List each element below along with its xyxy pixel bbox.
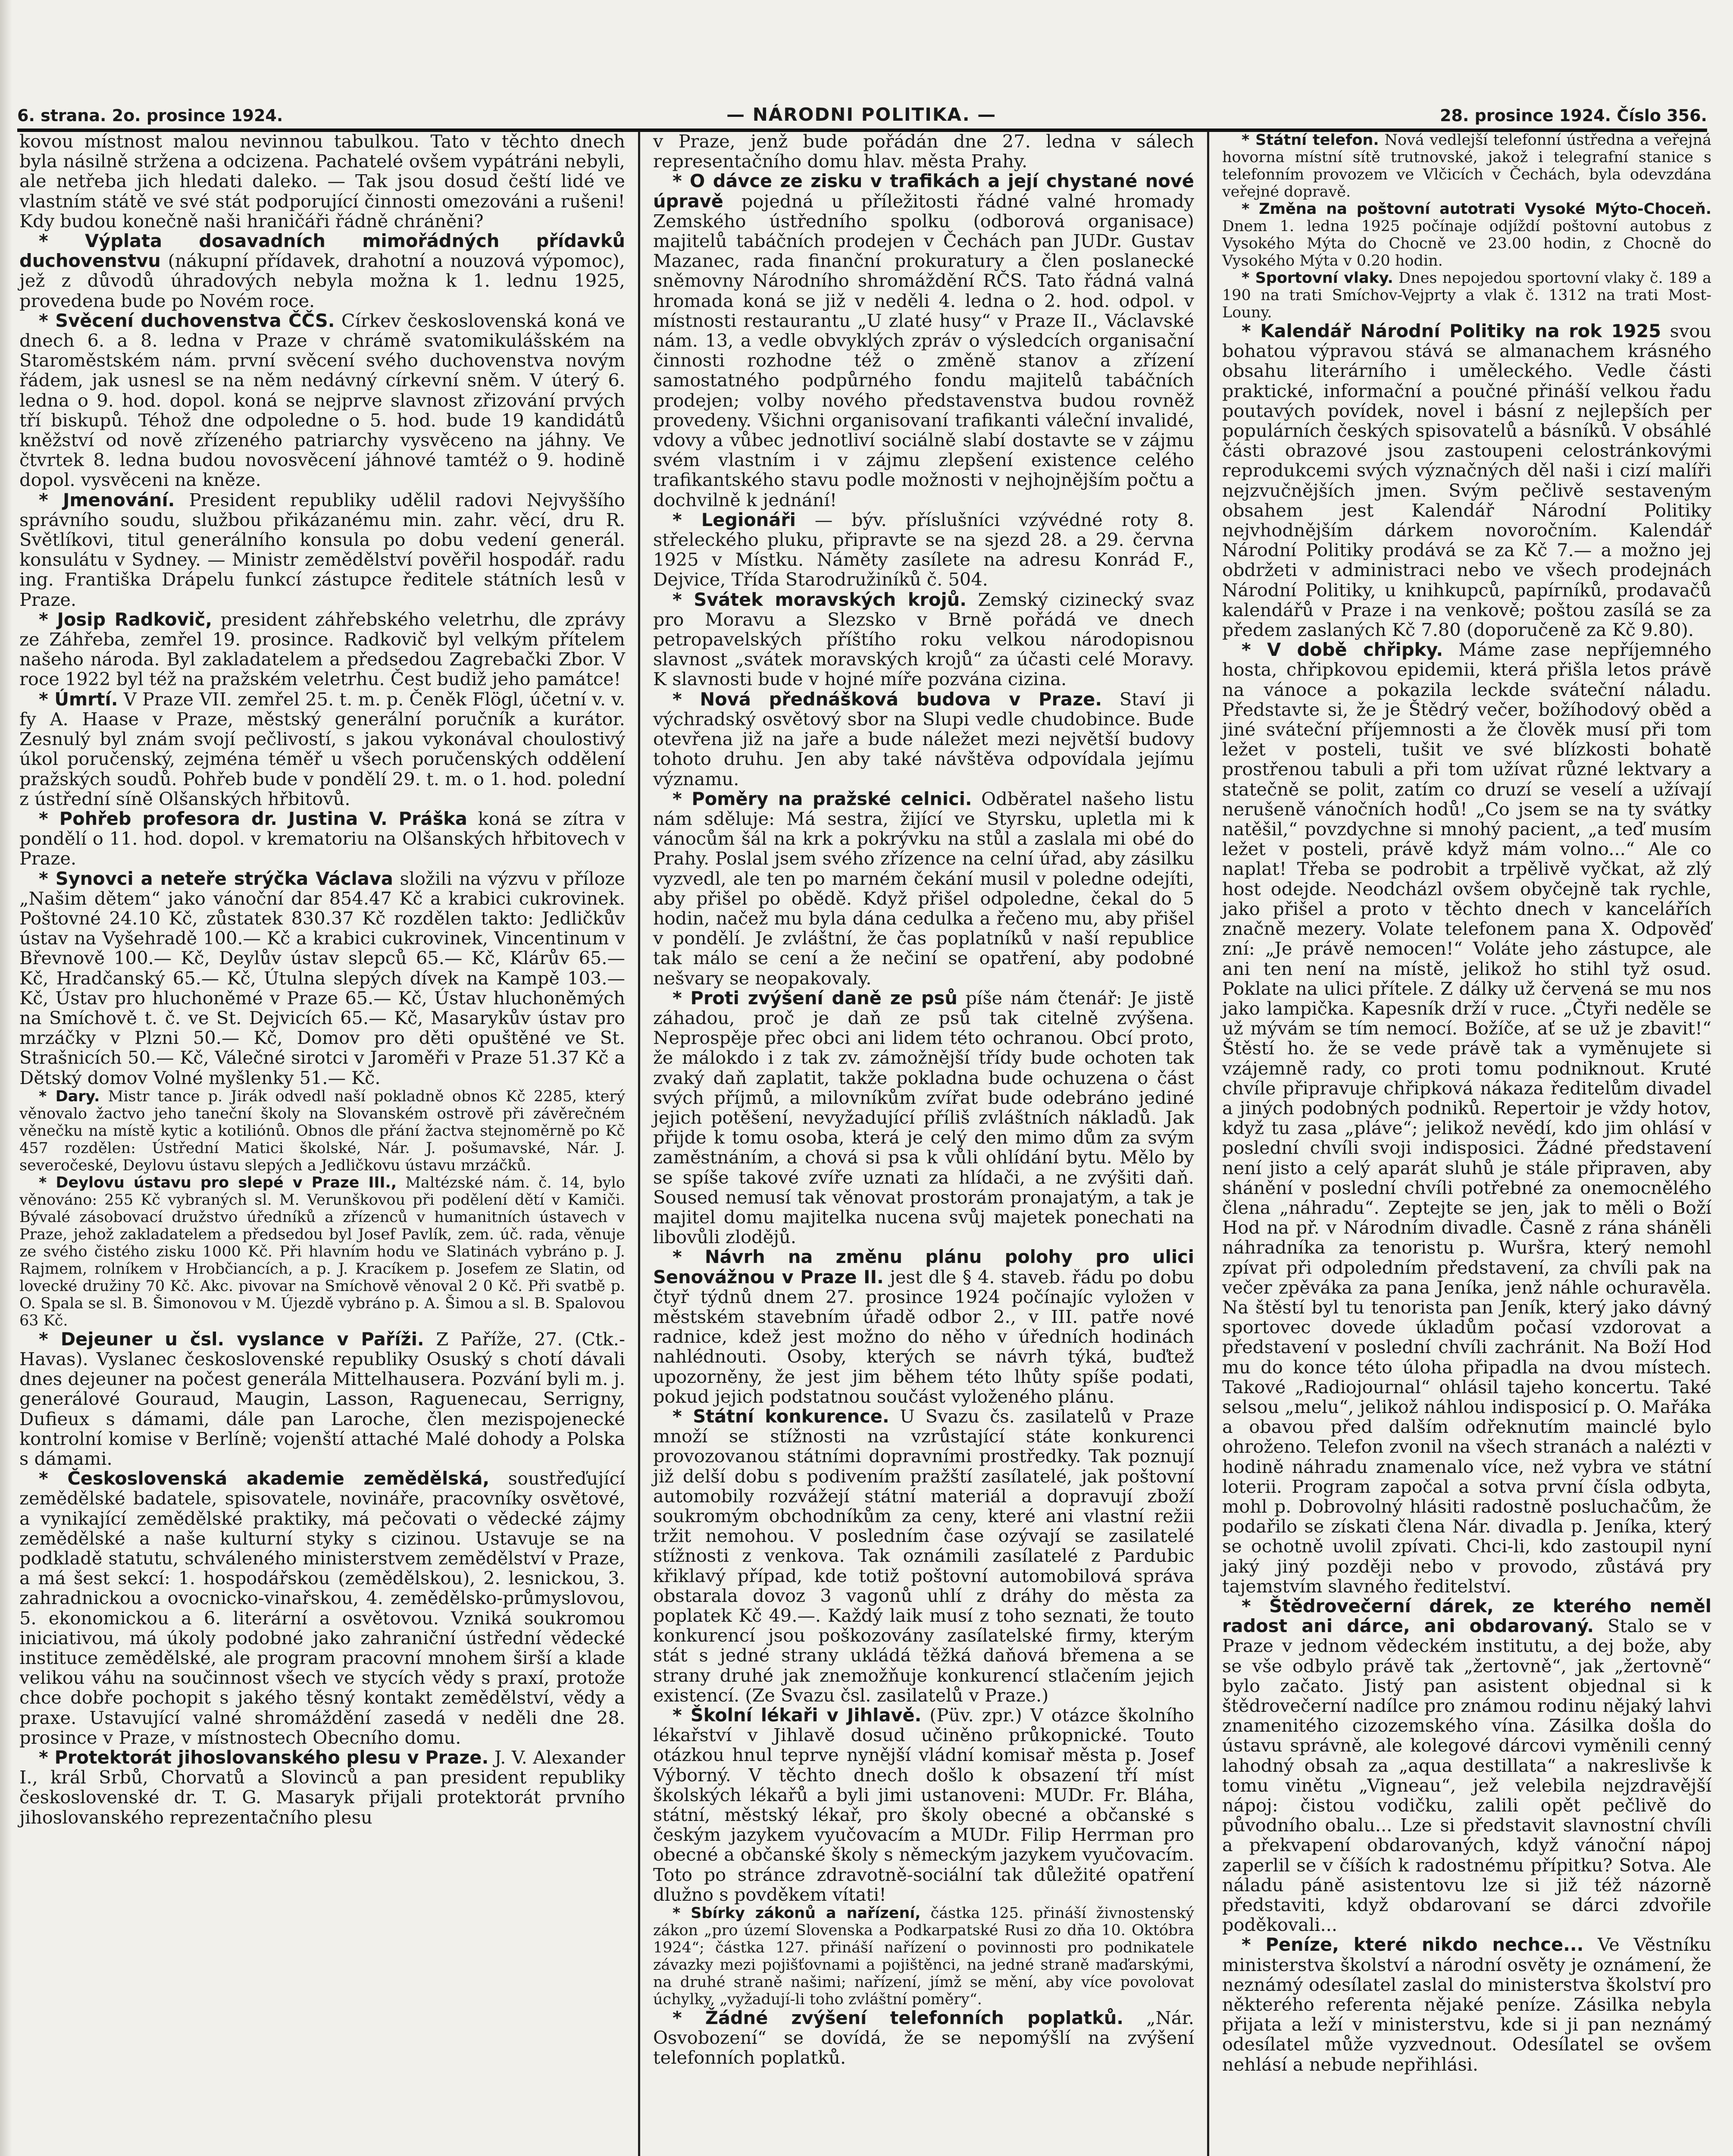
- article-heading: * V době chřipky.: [1242, 639, 1443, 661]
- article-text: Zemský cizinecký svaz pro Moravu a Slezsko v Brně pořádá ve dnech petropavelských příštího roku velkou národopisnou slavnost „svátek moravských krojů“ za účasti celé Moravy. K slavnosti bude v hojné míře pozvána cizina.: [653, 589, 1194, 690]
- article-paragraph: [19, 490, 625, 610]
- article-paragraph: [653, 789, 1194, 988]
- article-heading: * Štědrovečerní dárek, ze kterého neměl radost ani dárce, ani obdarovaný.: [1222, 1595, 1711, 1637]
- article-text: Mistr tance p. Jirák odvedl naší pokladně obnos Kč 2285, který věnovalo žactvo jeho taneční školy na Slovanském ostrově při závěrečném věnečku na místě kytic a kotiliónů. Obnos dle přání žactva stejnoměrně po Kč 457 rozdělen: Ústřední Matici školské, Nár. J. pošumavské, Nár. J. severočeské, Deylovu ústavu slepých a Jedličkovu ústavu mrzáčků.: [19, 1087, 625, 1174]
- article-heading: * Synovci a neteře strýčka Václava: [39, 868, 393, 889]
- article-paragraph: [1222, 132, 1711, 201]
- article-paragraph: [653, 1705, 1194, 1905]
- article-heading: * Legionáři: [673, 509, 796, 530]
- article-paragraph: [19, 1329, 625, 1469]
- article-heading: * Peníze, které nikdo nechce...: [1242, 1934, 1584, 1955]
- article-heading: * Výplata dosavadních mimořádných přídavků duchovenstvu: [19, 230, 625, 272]
- article-paragraph: [653, 1905, 1194, 2008]
- header-date-left: 6. strana. 2o. prosince 1924.: [17, 106, 283, 125]
- article-heading: * Úmrtí.: [39, 688, 118, 710]
- article-paragraph: [653, 689, 1194, 789]
- article-text: pojedná u příležitosti řádné valné hromady Zemského ústředního spolku (odborová organisace) majitelů tabáčních prodejen v Čechách pan JUDr. Gustav Mazanec, rada finanční prokuratury a člen poslanecké sněmovny Národního shromáždění RČS. Tato řádná valná hromada koná se již v neděli 4. ledna o 2. hod. odpol. v místnosti restaurantu „U zlaté husy“ v Praze II., Václavské nám. 13, a vedle obvyklých zpráv o výsledcích organisační činnosti rozhodne též o změně stanov a zřízení samostatného podpůrného fondu majitelů tabáčních prodejen; volby nového představenstva budou rovněž provedeny. Všichni organisovaní trafikanti váleční invalidé, vdovy a vůbec jednotliví sociálně slabí dostavte se v zájmu svém vlastním i v zájmu zlepšení existence celého trafikantského stavu podle možnosti v nejhojnějším počtu a dochvilně k jednání!: [653, 190, 1194, 511]
- article-text: Staví ji výchradský osvětový sbor na Slupi vedle chudobince. Bude otevřena již na jaře a bude náležet mezi největší budovy tohoto druhu. Jen aby také návštěva odpovídala jejímu významu.: [653, 688, 1194, 790]
- article-heading: * Jmenování.: [39, 489, 175, 511]
- article-heading: * Státní konkurence.: [673, 1406, 889, 1427]
- article-heading: * Státní telefon.: [1242, 132, 1379, 149]
- article-heading: * Pohřeb profesora dr. Justina V. Práška: [39, 808, 467, 829]
- article-text: v Praze, jenž bude pořádán dne 27. ledna v sálech representačního domu hlav. města Prahy.: [653, 132, 1194, 172]
- article-paragraph: [653, 510, 1194, 590]
- article-text: svou bohatou výpravou stává se almanachem krásného obsahu literárního i uměleckého. Vedle části praktické, informační a poučné přináší velkou řadu poutavých povídek, novel i básní z nejlepších per populárních českých spisovatelů a básníků. V obsáhlé části obrazové jsou zastoupeni celostránkovými reprodukcemi svých význačných děl naši i cizí malíři nejzvučnějších jmen. Svým pečlivě sestaveným obsahem jest Kalendář Národní Politiky nejvhodnějším dárkem novoročním. Kalendář Národní Politiky prodává se za Kč 7.— a možno jej obdržeti v administraci nebo ve všech prodejnách Národní Politiky, u knihkupců, papírníků, prodavačů kalendářů v Praze i na venkově; poštou zasílá se za předem zaslaných Kč 7.80 (doporučeně za Kč 9.80).: [1222, 320, 1711, 641]
- article-text: Máme zase nepříjemného hosta, chřipkovou epidemii, která přišla letos právě na vánoce a pokazila leckde sváteční náladu. Představte si, že je Štědrý večer, božíhodový oběd a jiné sváteční příjemnosti a že člověk musí při tom ležet v posteli, tušit ve své blízkosti bohatě prostřenou tabuli a při tom užívat různé lektvary a statečně se polit, zatím co druzí se veselí a užívají nerušeně vánočních hodů! „Co jsem se na ty svátky natěšil,“ povzdychne si mnohý pacient, „a teď musím ležet v posteli, právě když mám volno...“ Ale co naplat! Třeba se podrobit a trpělivě vyčkat, až zlý host odejde. Neodcházl ovšem obyčejně tak rychle, jako přišel a proto v těchto dnech v kancelářích značně mezery. Volate telefonem pana X. Odpověď zní: „Je právě nemocen!“ Voláte jeho zástupce, ale ani ten není na místě, jelikož ho stihl tyž osud. Poklate na ulici přítele. Z dálky už červená se mu nos jako lampička. Kapesník drží v ruce. „Čtyři neděle se už mývám se tím nemocí. Božíče, ať se už je zbavit!“ Štěstí ho. že se vede právě tak a vyměnujete si vzájemně rady, co proti tomu podniknout. Kruté chvíle připravuje chřipková nákaza ředitelům divadel a jiných podobných podniků. Repertoir je vždy hotov, když tu zasa „pláve“; jelikož nevědí, kdo jim ohlásí v poslední chvíli svoji indisposici. Žádné představení není jisto a celý aparát sluhů je stále připraven, aby shánění v poslední chvíli potřebné za onemocnělého člena „náhradu“. Zeptejte se jen, jak to měli o Boží Hod na př. v Národním divadle. Časně z rána sháněli náhradníka za tenoristu p. Wuršra, který nemohl zpívat při odpoledním představení, za chvíli pak na večer zpěváka za pana Jeníka, jenž náhle ochuravěla. Na štěstí byl tu tenorista pan Jeník, který jako dávný sportovec dovede úkladům počasí vzdorovat a představení v poslední chvíli zachránit. Na Boží Hod mu do konce této úloha připadla na dvou místech. Takové „Radiojournal“ ohlásil tajeho koncertu. Také selsou „melu“, jelikož náhlou indisposicí p. O. Mařáka a obavou před dalším odřeknutím mainclé bylo ohroženo. Telefon zvonil na všech stranách a nalézti v hodině náhradu znamenalo více, než vybra ve státní loterii. Program započal a sotva první čísla odbyta, mohl p. Dobrovolný hlásiti radostně posluchačům, že podařilo se získati člena Nár. divadla p. Jeníka, který se ochotně uvolil zpívati. Chci-li, kdo zastoupil nyní jaký jiný později nebo v provodo, zůstává pry tajemstvím slavného ředitelství.: [1222, 639, 1711, 1597]
- article-text: Odběratel našeho listu nám sděluje: Má sestra, žijící ve Styrsku, upletla mi k vánocům šál na krk a pokrývku na stůl a zaslala mi obé do Prahy. Poslal jsem svého zřízence na celní úřad, aby zásilku vyzvedl, ale ten po marném čekání musil v poledne odejíti, aby přišel po obědě. Když přišel odpoledne, čekal do 5 hodin, načež mu byla dána cedulka a řečeno mu, aby přišel v pondělí. Je zvláštní, že čas poplatníků v naší republice tak málo se cení a že nečiní se opatření, aby podobné nešvary se neopakovaly.: [653, 788, 1194, 989]
- article-text: U Svazu čs. zasilatelů v Praze množí se stížnosti na vzrůstající státe konkurenci provozovanou státními dopravními prostředky. Tak poznují již delší dobu s podivením pražští zasílatelé, jak poštovní automobily rozvážejí státní materiál a dopravují zboží soukromým obchodníkům za ceny, které ani vlastní režii tržit nemohou. V posledním čase ozývají se zasilatelé stížnosti z venkova. Tak oznámili zasílatelé z Pardubic křiklavý případ, kde totiž poštovní automobilová správa obstarala dovoz 3 vagonů uhlí z dráhy do města za poplatek Kč 49.—. Každý laik musí z toho seznati, že touto konkurencí jsou poškozovány zasílatelské firmy, kterým stát s jedné strany ukládá těžká daňová břemena a se strany druhé jak znemožňuje konkurencí stlačením jejich existencí. (Ze Svazu čsl. zasilatelů v Praze.): [653, 1406, 1194, 1706]
- article-heading: * Deylovu ústavu pro slepé v Praze III.,: [39, 1174, 397, 1191]
- article-heading: * Československá akademie zemědělská,: [39, 1468, 490, 1489]
- article-paragraph: [19, 1748, 625, 1827]
- article-text: President republiky udělil radovi Nejvyššího správního soudu, službou přikázanému min. zahr. věcí, dru R. Světlíkovi, titul generálního konsula po dobu vedení generál. konsulátu v Sydney. — Ministr zemědělství pověřil hospodář. radu ing. Františka Drápelu funkcí zástupce ředitele státních lesů v Praze.: [19, 489, 625, 610]
- article-text: Ve Věstníku ministerstva školství a národní osvěty je oznámení, že neznámý odesílatel zaslal do ministerstva školství pro některého referenta nějaké peníze. Zásilka nebyla přijata a leží v ministerstvu, kde si ji pan neznámý odesílatel může vyzvednout. Odesílatel se ovšem nehlásí a nebude nepřihlási.: [1222, 1934, 1711, 2075]
- article-heading: * O dávce ze zisku v trafikách a její chystané nové úpravě: [653, 170, 1194, 212]
- article-heading: * Josip Radkovič,: [39, 608, 213, 630]
- article-paragraph: [1222, 1935, 1711, 2074]
- article-paragraph: [1222, 201, 1711, 270]
- article-text: Církev československá koná ve dnech 6. a 8. ledna v Praze v chrámě svatomikulášském na Staroměstském nám. první svěcení svého duchovenstva novým řádem, jak usnesl se na něm nedávný církevní sněm. V úterý 6. ledna o 9. hod. dopol. koná se nejprve slavnost zřizování prvých tří biskupů. Téhož dne odpoledne o 5. hod. bude 19 kandidátů kněžství od nově zřízeného patriarchy vysvěceno na jáhny. Ve čtvrtek 8. ledna budou novosvěcení jáhnové tamtéž o 9. hodině dopol. vysvěceni na kněze.: [19, 310, 625, 491]
- column-left: [17, 132, 638, 2156]
- article-paragraph: [19, 809, 625, 869]
- article-heading: * Sbírky zákonů a nařízení,: [673, 1905, 921, 1922]
- column-right: [1207, 132, 1724, 2156]
- article-text: J. V. Alexander I., král Srbů, Chorvatů a Slovinců a pan president republiky československé dr. T. G. Masaryk přijali protektorát prvního jihoslovanského reprezentačního plesu: [19, 1747, 625, 1828]
- article-text: Dnes nepojedou sportovní vlaky č. 189 a 190 na trati Smíchov-Vejprty a vlak č. 1312 na trati Most-Louny.: [1222, 270, 1711, 321]
- article-paragraph: [1222, 640, 1711, 1596]
- article-heading: * Nová přednášková budova v Praze.: [673, 688, 1102, 710]
- article-text: Maltézské nám. č. 14, bylo věnováno: 255 Kč vybraných sl. M. Verunškovou při podělení dětí v Kamiči. Bývalé zásobovací družstvo úředníků a zřízenců v humanitních ústavech v Praze, jehož zakladatelem a předsedou byl Josef Pavlík, zem. úč. rada, věnuje ze svého čistého zisku 1000 Kč. Při hlavním hodu ve Slatinách vybráno p. J. Rajmem, rolníkem v Hrobčiancích, a p. J. Kracíkem p. Josefem ze Slatin, od lovecké družiny 70 Kč. Akc. pivovar na Smíchově věnoval 2 0 Kč. Při svatbě p. O. Spala se sl. B. Šimonovou v M. Újezdě vybráno p. A. Šimou a sl. B. Spalovou 63 Kč.: [19, 1174, 625, 1329]
- article-text: Stalo se v Praze v jednom vědeckém institutu, a dej bože, aby se vše odbylo právě tak „žertovně“, jak „žertovně“ bylo začato. Jistý pan asistent objednal si k štědrovečerní nadílce pro známou rodinu nějaký lahvi znamenitého cizozemského vína. Zásilka došla do ústavu správně, ale kolegové dárcovi vyměnili cenný lahodný obsah za „aqua destillata“ a nakreslivše k tomu vinětu „Vigneau“, jež velebila nejzdravější nápoj: čistou vodičku, zalili opět pečlivě do původního obalu... Lze si představit slavnostní chvíli a překvapení obdarovaných, když vánoční nápoj zaperlil se v číších k radostnému přípitku? Sotva. Ale náladu páně asistentovu lze si již též názorně představiti, když obdarovaní se dárci zdvořile poděkovali...: [1222, 1615, 1711, 1936]
- article-text: — býv. příslušníci vzývédné roty 8. střeleckého pluku, připravte se na sjezd 28. a 29. června 1925 v Místku. Náměty zasílete na adresu Konrád F., Dejvice, Třída Starodružiníků č. 504.: [653, 509, 1194, 590]
- column-middle: [638, 132, 1207, 2156]
- article-paragraph: [19, 1088, 625, 1174]
- article-paragraph: [19, 610, 625, 689]
- masthead-title: — NÁRODNI POLITIKA. —: [726, 104, 997, 125]
- article-heading: * Proti zvýšení daně ze psů: [673, 987, 957, 1009]
- article-columns: [17, 132, 1711, 2156]
- page-header: [17, 91, 1707, 132]
- article-paragraph: [1222, 321, 1711, 640]
- article-paragraph: [19, 1174, 625, 1329]
- article-heading: * Sportovní vlaky.: [1242, 270, 1393, 287]
- article-text: jest dle § 4. staveb. řádu po dobu čtyř týdnů dnem 27. prosince 1924 počínajíc vyložen v městském stavebním úřadě odbor 2., v III. patře nové radnice, kdež jest možno do něho v úředních hodinách nahlédnouti. Osoby, kterých se návrh týká, buďtež upozorněny, že jest jim během této lhůty spíše podati, pokud jejich podstatnou součást vyloženého plánu.: [653, 1266, 1194, 1407]
- article-paragraph: [19, 231, 625, 311]
- article-heading: * Žádné zvýšení telefonních poplatků.: [673, 2007, 1124, 2029]
- article-heading: * Školní lékaři v Jihlavě.: [673, 1705, 922, 1726]
- article-heading: * Kalendář Národní Politiky na rok 1925: [1242, 320, 1661, 342]
- article-paragraph: [653, 988, 1194, 1247]
- page-edge-shadow: [0, 0, 12, 2156]
- article-text: složili na výzvu v příloze „Našim dětem“ jako vánoční dar 854.47 Kč a krabici cukrovinek. Poštovné 24.10 Kč, zůstatek 830.37 Kč rozdělen takto: Jedličkův ústav na Vyšehradě 100.— Kč a krabici cukrovinek, Vincentinum v Břevnově 100.— Kč, Deylův ústav slepců 65.— Kč, Klárův 65.— Kč, Hradčanský 65.— Kč, Útulna slepých dívek na Kampě 103.— Kč, Ústav pro hluchoněmé v Praze 65.— Kč, Ústav hluchoněmých na Smíchově t. č. ve St. Dejvicích 65.— Kč, Masarykův ústav pro mrzáčky v Plzni 50.— Kč, Domov pro děti opuštěné ve St. Strašnicích 50.— Kč, Válečné sirotci v Jaroměři v Praze 51.37 Kč a Dětský domov Volné myšlenky 51.— Kč.: [19, 868, 625, 1088]
- article-heading: * Změna na poštovní autotrati Vysoké Mýto-Choceň.: [1242, 201, 1711, 218]
- article-text: president záhřebského veletrhu, dle zprávy ze Záhřeba, zemřel 19. prosince. Radkovič byl velkým přítelem našeho národa. Byl zakladatelem a předsedou Zagrebački Zbor. V roce 1922 byl též na pražském veletrhu. Čest budiž jeho památce!: [19, 608, 625, 690]
- article-heading: * Svěcení duchovenstva ČČS.: [39, 310, 335, 331]
- article-text: Dnem 1. ledna 1925 počínaje odjíždí poštovní autobus z Vysokého Mýta do Chocně ve 23.00 hodin, z Chocně do Vysokého Mýta v 0.20 hodin.: [1222, 218, 1711, 270]
- article-paragraph: [19, 1469, 625, 1748]
- article-heading: * Dejeuner u čsl. vyslance v Paříži.: [39, 1328, 424, 1350]
- article-heading: * Protektorát jihoslovanského plesu v Praze.: [39, 1747, 489, 1768]
- article-text: koná se zítra v pondělí o 11. hod. dopol. v krematoriu na Olšanských hřbitovech v Praze.: [19, 808, 626, 869]
- article-heading: * Svátek moravských krojů.: [673, 589, 967, 610]
- article-paragraph: [1222, 1596, 1711, 1935]
- article-text: částka 125. přináší živnostenský zákon „pro území Slovenska a Podkarpatské Rusi zo dňa 10. Októbra 1924“; částka 127. přináší nařízení o povinnosti pro podnikatele závazky mezi pojišťovnami a pojištěnci, na jedné straně maďarskými, na druhé straně našimi; nařízení, jímž se mění, aby více povolovat úchylky, „vyžadují-li toho zvláštní poměry“.: [653, 1905, 1194, 2009]
- article-paragraph: [19, 689, 625, 809]
- header-date-issue: 28. prosince 1924. Číslo 356.: [1440, 106, 1707, 125]
- article-paragraph: [19, 311, 625, 490]
- article-text: kovou místnost malou nevinnou tabulkou. Tato v těchto dnech byla násilně stržena a odcizena. Pachatelé ovšem vypátráni nebyli, ale netřeba jich hledati daleko. — Tak jsou dosud čeští lidé ve vlastním státě ve své stát podporující činnosti omezováni a rušeni! Kdy budou konečně naši hraničáři řádně chráněni?: [19, 132, 625, 232]
- article-paragraph: [653, 1247, 1194, 1407]
- article-heading: * Návrh na změnu plánu polohy pro ulici Senovážnou v Praze II.: [653, 1246, 1194, 1288]
- article-text: Z Paříže, 27. (Ctk.-Havas). Vyslanec československé republiky Osuský s chotí dávali dnes dejeuner na počest generála Mittelhausera. Pozvání byli m. j. generálové Gouraud, Maugin, Lasson, Raguenecau, Serrigny, Dufieux s dámami, dále pan Laroche, člen mezispojenecké kontrolní komise v Berlíně; vojenští attaché Malé dohody a Polska s dámami.: [19, 1328, 625, 1469]
- article-paragraph: [653, 1407, 1194, 1705]
- article-text: „Nár. Osvobození“ se dovídá, že se nepomýšlí na zvýšení telefonních poplatků.: [653, 2007, 1194, 2068]
- article-text: (nákupní přídavek, drahotní a nouzová výpomoc), jež z důvodů úhradových nebyla možna k 1. lednu 1925, provedena bude po Novém roce.: [19, 250, 626, 311]
- article-text: píše nám čtenář: Je jistě záhadou, proč je daň ze psů tak citelně zvýšena. Neprospěje přec obci ani lidem této ochranou. Obcí proto, že málokdo i z tak zv. zámožnější třídy bude ochoten tak zvaký daň zaplatit, takže pokladna bude ochuzena o část svých příjmů, a milovníkům zvířat bude odebráno jediné jejich potěšení, nevyžadující příliš zvláštních nákladů. Jak přijde k tomu osoba, která je celý den mimo dům za svým zaměstnáním, a chová si psa k vůli ohlídání bytu. Mělo by se spíše takové zvíře uznati za hlídači, a ne zvýšiti daň. Soused nemusí tak věnovat prostorám pronajatým, a tak je majitel domu majitelka nucena svůj majetek ponechati na libovůli zlodějů.: [653, 987, 1194, 1248]
- article-paragraph: [1222, 270, 1711, 321]
- article-text: soustřeďující zemědělské badatele, spisovatele, novináře, pracovníky osvětové, a vynikající zemědělské praktiky, má pečovati o vědecké zájmy zemědělské a naše kulturní styky s cizinou. Ustavuje se na podkladě statutu, schváleného ministerstvem zemědělství v Praze, a má šest sekcí: 1. hospodářskou (zemědělskou), 2. lesnickou, 3. zahradnickou a ovocnicko-vinařskou, 4. zemědělsko-průmyslovou, 5. ekonomickou a 6. literární a osvětovou. Vzniká soukromou iniciativou, má úkoly podobné jako zahraniční ústřední vědecké instituce zemědělské, ale program pracovní mnohem širší a klade velikou váhu na součinnost všech ve stycích vědy s praxí, protože chce dobře pochopit s jakého těsný kontakt zemědělství, vědy a praxe. Ustavující valné shromáždění zasedá v neděli dne 28. prosince v Praze, v místnostech Obecního domu.: [19, 1468, 625, 1748]
- article-text: Nová vedlejší telefonní ústředna a veřejná hovorna místní sítě trutnovské, jakož i telegrafní stanice s telefonním provozem ve Vlčicích v Čechách, byla odevzdána veřejné dopravě.: [1222, 132, 1711, 201]
- article-paragraph: [653, 171, 1194, 510]
- article-text: V Praze VII. zemřel 25. t. m. p. Čeněk Flögl, účetní v. v. fy A. Haase v Praze, městský generální poručník a kurátor. Zesnulý byl znám svojí pečlivostí, s jakou vykonával choulostivý úkol poručenský, zejména téměř u všech poručenských oddělení pražských soudů. Pohřeb bude v pondělí 29. t. m. o 1. hod. polední z ústřední síně Olšanských hřbitovů.: [19, 688, 625, 809]
- article-text: (Püv. zpr.) V otázce školního lékařství v Jihlavě dosud učiněno průkopnické. Touto otázkou hnul teprve nynější vládní komisař města p. Josef Výborný. V těchto dnech došlo k obsazení tří míst školských lékařů a byli jimi ustanoveni: MUDr. Fr. Bláha, státní, městský lékař, pro školy obecné a občanské s českým jazykem vyučovacím a MUDr. Filip Herrman pro obecné a občanské školy s německým jazykem vyučovacím. Toto po stránce zdravotně-sociální tak důležité opatření dlužno s povděkem vítati!: [653, 1705, 1194, 1905]
- article-heading: * Poměry na pražské celnici.: [673, 788, 972, 809]
- article-heading: * Dary.: [39, 1087, 100, 1105]
- article-paragraph: [653, 2008, 1194, 2068]
- article-paragraph: [19, 869, 625, 1088]
- article-paragraph: [653, 590, 1194, 689]
